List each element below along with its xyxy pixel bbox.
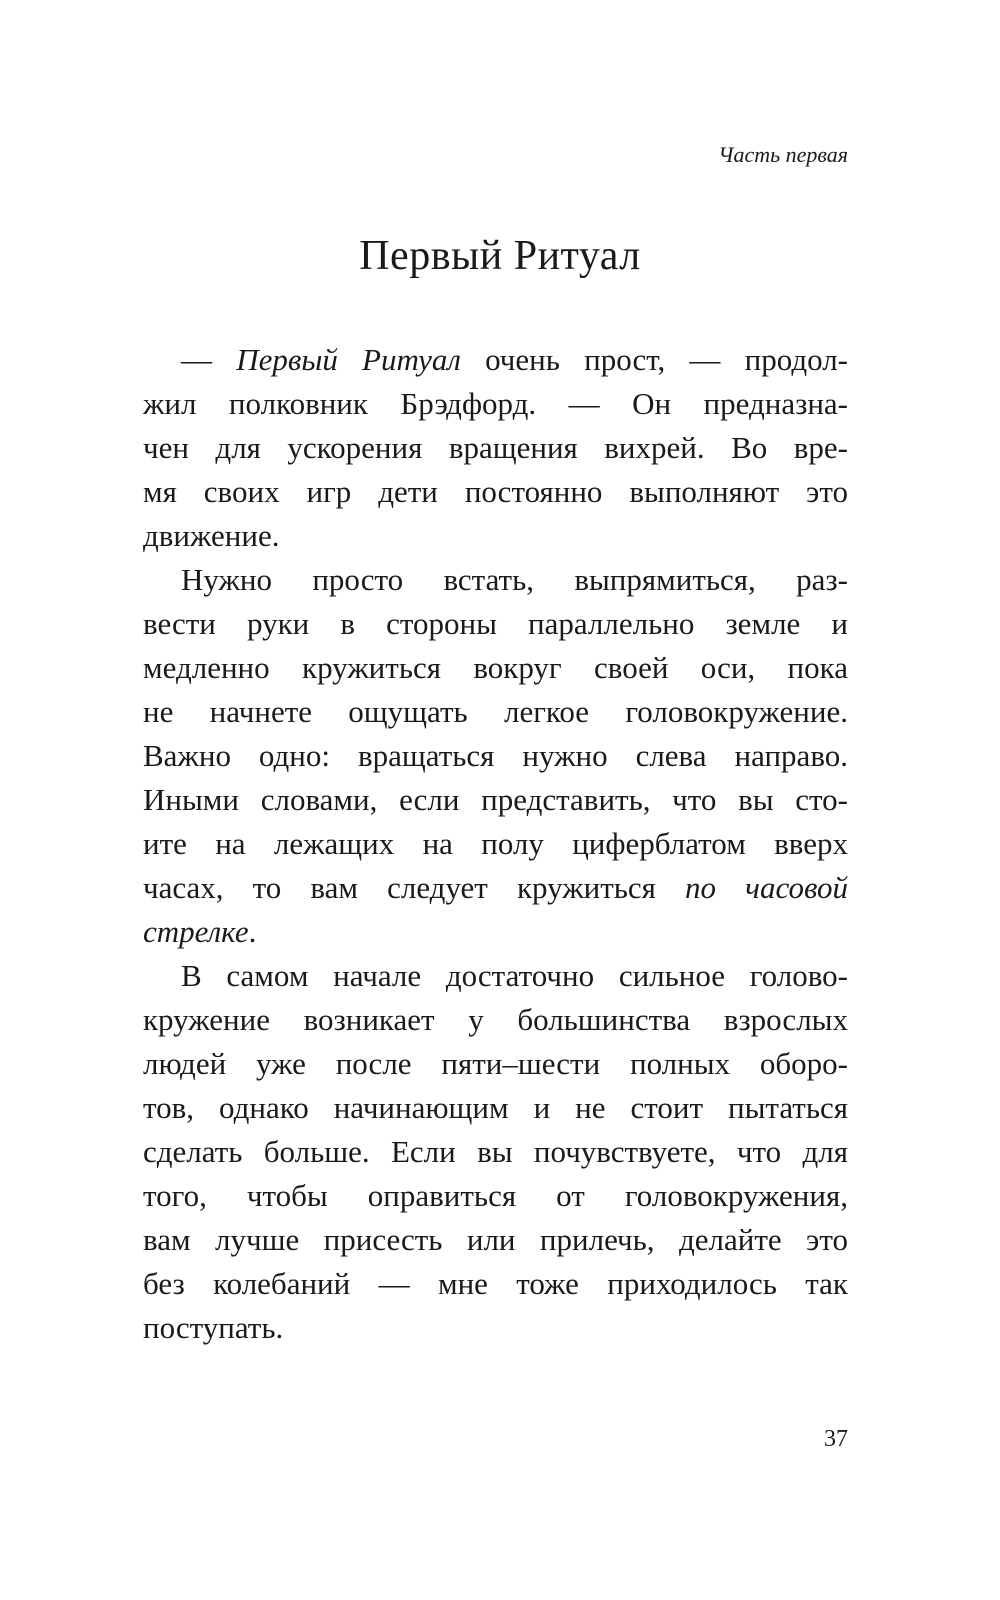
text-segment: без колебаний — мне тоже приходилось так (143, 1266, 848, 1301)
text-segment: кружение возникает у большинства взрослых (143, 1002, 848, 1037)
text-segment: сделать больше. Если вы почувствуете, что для (143, 1134, 848, 1169)
text-line (143, 822, 848, 866)
text-segment: медленно кружиться вокруг своей оси, пока (143, 650, 848, 685)
text-segment: жил полковник Брэдфорд. — Он предназна- (143, 386, 848, 421)
text-segment: вести руки в стороны параллельно земле и (143, 606, 848, 641)
text-segment: Важно одно: вращаться нужно слева направо. (143, 738, 848, 773)
italic-text: Первый Ритуал (236, 342, 461, 377)
text-line (143, 910, 848, 954)
text-segment: того, чтобы оправиться от головокружения, (143, 1178, 848, 1213)
text-segment: — (181, 342, 237, 377)
text-line (143, 558, 848, 602)
text-line (143, 1086, 848, 1130)
text-line (143, 866, 848, 910)
text-line (143, 1306, 848, 1350)
text-segment: Иными словами, если представить, что вы сто- (143, 782, 848, 817)
text-segment: вам лучше присесть или прилечь, делайте это (143, 1222, 848, 1257)
text-line (143, 690, 848, 734)
italic-text: стрелке (143, 914, 249, 949)
text-line (143, 1042, 848, 1086)
text-segment: ите на лежащих на полу циферблатом вверх (143, 826, 848, 861)
text-line (143, 1262, 848, 1306)
text-line (143, 338, 848, 382)
body-text (143, 338, 848, 1350)
text-segment: чен для ускорения вращения вихрей. Во вре- (143, 430, 848, 465)
text-line (143, 602, 848, 646)
text-segment: очень прост, — продол- (460, 342, 849, 377)
text-line (143, 426, 848, 470)
text-line (143, 778, 848, 822)
text-line (143, 646, 848, 690)
text-line (143, 734, 848, 778)
text-line (143, 954, 848, 998)
text-line (143, 1130, 848, 1174)
text-segment: движение. (143, 518, 280, 553)
text-segment: часах, то вам следует кружиться (143, 870, 686, 905)
text-segment: мя своих игр дети постоянно выполняют это (143, 474, 848, 509)
text-segment: тов, однако начинающим и не стоит пытаться (143, 1090, 848, 1125)
running-head: Часть первая (718, 142, 848, 167)
text-line (143, 1174, 848, 1218)
text-line (143, 382, 848, 426)
italic-text: по часовой (685, 870, 848, 905)
text-segment: В самом начале достаточно сильное голово- (181, 958, 848, 993)
text-line (143, 998, 848, 1042)
text-line (143, 514, 848, 558)
text-segment: людей уже после пяти–шести полных оборо- (143, 1046, 848, 1081)
text-line (143, 470, 848, 514)
text-segment: поступать. (143, 1310, 284, 1345)
text-segment: не начнете ощущать легкое головокружение. (143, 694, 848, 729)
text-segment: Нужно просто встать, выпрямиться, раз- (181, 562, 848, 597)
text-line (143, 1218, 848, 1262)
page-number: 37 (824, 1426, 848, 1452)
chapter-title: Первый Ритуал (359, 233, 641, 279)
text-segment: . (248, 914, 257, 949)
